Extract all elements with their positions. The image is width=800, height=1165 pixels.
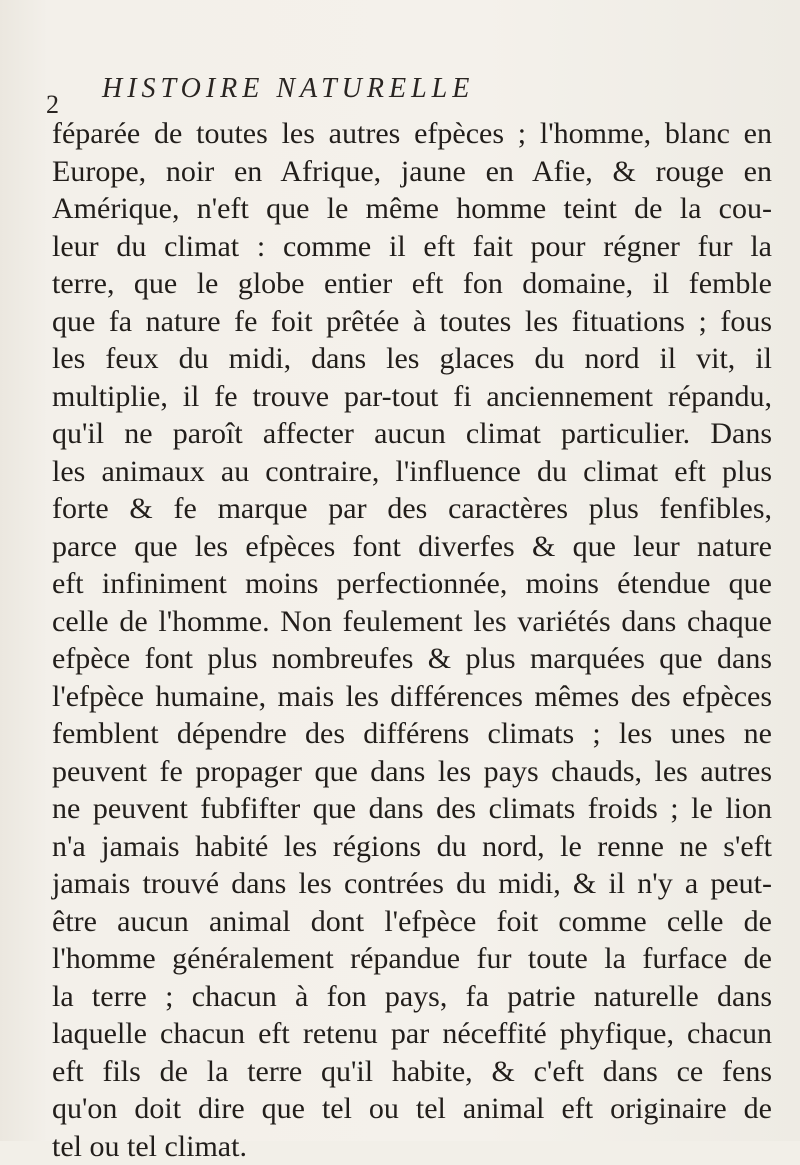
text-line: la terre ; chacun à fon pays, fa patrie naturelle dans (52, 978, 772, 1016)
text-line: femblent dépendre des différens climats ; les unes ne (52, 715, 772, 753)
text-line: féparée de toutes les autres efpèces ; l'homme, blanc en (52, 115, 772, 153)
text-line: laquelle chacun eft retenu par néceffité phyfique, chacun (52, 1015, 772, 1053)
text-line: peuvent fe propager que dans les pays chauds, les autres (52, 753, 772, 791)
text-line: être aucun animal dont l'efpèce foit comme celle de (52, 903, 772, 941)
text-line: terre, que le globe entier eft fon domaine, il femble (52, 265, 772, 303)
text-line: efpèce font plus nombreufes & plus marquées que dans (52, 640, 772, 678)
text-line: n'a jamais habité les régions du nord, le renne ne s'eft (52, 828, 772, 866)
text-line: forte & fe marque par des caractères plus fenfibles, (52, 490, 772, 528)
text-line: leur du climat : comme il eft fait pour régner fur la (52, 228, 772, 266)
text-line: tel ou tel climat. (52, 1128, 772, 1165)
text-line: celle de l'homme. Non feulement les variétés dans chaque (52, 603, 772, 641)
text-line: l'efpèce humaine, mais les différences mêmes des efpèces (52, 678, 772, 716)
text-line: Amérique, n'eft que le même homme teint de la cou- (52, 190, 772, 228)
body-text (52, 115, 772, 1165)
text-line: qu'il ne paroît affecter aucun climat particulier. Dans (52, 415, 772, 453)
text-line: qu'on doit dire que tel ou tel animal eft originaire de (52, 1090, 772, 1128)
running-title: HISTOIRE NATURELLE (102, 72, 474, 106)
text-line: l'homme généralement répandue fur toute la furface de (52, 940, 772, 978)
page-number: 2 (46, 92, 59, 118)
text-line: les feux du midi, dans les glaces du nord il vit, il (52, 340, 772, 378)
text-line: les animaux au contraire, l'influence du climat eft plus (52, 453, 772, 491)
text-line: multiplie, il fe trouve par-tout fi anciennement répandu, (52, 378, 772, 416)
text-line: Europe, noir en Afrique, jaune en Afie, & rouge en (52, 153, 772, 191)
text-line: ne peuvent fubfifter que dans des climats froids ; le lion (52, 790, 772, 828)
text-line: que fa nature fe foit prêtée à toutes les fituations ; fous (52, 303, 772, 341)
text-line: eft infiniment moins perfectionnée, moins étendue que (52, 565, 772, 603)
text-line: eft fils de la terre qu'il habite, & c'eft dans ce fens (52, 1053, 772, 1091)
text-line: jamais trouvé dans les contrées du midi, & il n'y a peut- (52, 865, 772, 903)
text-line: parce que les efpèces font diverfes & que leur nature (52, 528, 772, 566)
page-header (0, 72, 800, 112)
